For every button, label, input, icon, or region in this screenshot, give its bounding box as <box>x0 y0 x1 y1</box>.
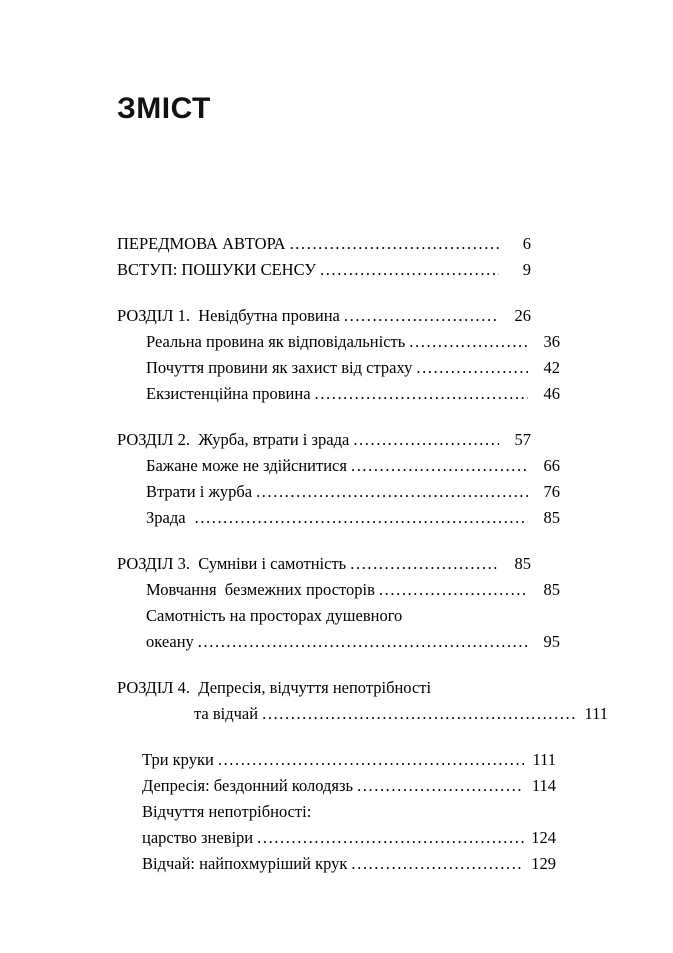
toc-entry[interactable] <box>194 701 608 727</box>
toc-dot-leader <box>344 303 499 329</box>
toc-group <box>117 551 560 655</box>
toc-entry[interactable] <box>117 427 531 453</box>
toc-entry-label: ПЕРЕДМОВА АВТОРА <box>117 234 286 253</box>
toc-dot-leader <box>262 701 576 727</box>
toc-dot-leader <box>351 453 528 479</box>
toc-dot-leader <box>379 577 528 603</box>
toc-entry-page-number: 76 <box>543 482 560 501</box>
toc-group <box>117 675 608 727</box>
toc-entry-label: Мовчання безмежних просторів <box>146 580 375 599</box>
toc-entry-page-number: 46 <box>543 384 560 403</box>
toc-dot-leader <box>357 773 524 799</box>
toc-dot-leader <box>218 747 524 773</box>
toc-entry-label: РОЗДІЛ 4. Депресія, відчуття непотрібності <box>117 678 432 697</box>
toc-entry-page-number: 111 <box>584 704 608 723</box>
toc-entry[interactable] <box>142 799 556 825</box>
toc-entry-label: Втрати і журба <box>146 482 253 501</box>
toc-entry-label: Бажане може не здійснитися <box>146 456 347 475</box>
toc-entry[interactable] <box>146 577 560 603</box>
toc-entry[interactable] <box>142 747 556 773</box>
table-of-contents <box>117 231 608 877</box>
toc-entry-page-number: 129 <box>531 854 556 873</box>
toc-dot-leader <box>315 381 528 407</box>
toc-entry-label: Відчуття непотрібності: <box>142 802 312 821</box>
toc-entry-page-number: 85 <box>543 580 560 599</box>
toc-entry-label: Відчай: найпохмуріший крук <box>142 854 348 873</box>
toc-group <box>117 231 531 283</box>
toc-entry-label: Три круки <box>142 750 214 769</box>
toc-entry-page-number: 114 <box>531 776 556 795</box>
toc-entry[interactable] <box>146 329 560 355</box>
toc-dot-leader <box>351 851 524 877</box>
toc-entry-page-number: 6 <box>522 234 531 253</box>
toc-dot-leader <box>409 329 528 355</box>
toc-dot-leader <box>198 629 528 655</box>
toc-entry-page-number: 85 <box>514 554 531 573</box>
toc-entry-label: Реальна провина як відповідальність <box>146 332 406 351</box>
toc-entry-label: РОЗДІЛ 3. Сумніви і самотність <box>117 554 347 573</box>
toc-entry-page-number: 42 <box>543 358 560 377</box>
toc-entry[interactable] <box>146 453 560 479</box>
toc-entry[interactable] <box>117 303 531 329</box>
toc-entry[interactable] <box>117 551 531 577</box>
toc-entry-label: ВСТУП: ПОШУКИ СЕНСУ <box>117 260 317 279</box>
toc-entry-label: Почуття провини як захист від страху <box>146 358 413 377</box>
toc-entry[interactable] <box>117 231 531 257</box>
toc-entry-label: РОЗДІЛ 1. Невідбутна провина <box>117 306 340 325</box>
toc-dot-leader <box>416 355 528 381</box>
toc-entry[interactable] <box>117 675 531 701</box>
toc-entry-page-number: 9 <box>522 260 531 279</box>
toc-group <box>117 427 560 531</box>
toc-entry[interactable] <box>146 603 560 629</box>
toc-entry-label: Депресія: бездонний колодязь <box>142 776 354 795</box>
toc-entry-label: та відчай <box>194 704 259 723</box>
toc-dot-leader <box>320 257 499 283</box>
toc-dot-leader <box>195 505 528 531</box>
toc-entry-label: РОЗДІЛ 2. Журба, втрати і зрада <box>117 430 350 449</box>
toc-group <box>117 303 560 407</box>
toc-entry-page-number: 95 <box>543 632 560 651</box>
toc-dot-leader <box>290 231 499 257</box>
toc-entry-page-number: 26 <box>514 306 531 325</box>
toc-entry-page-number: 66 <box>543 456 560 475</box>
toc-entry[interactable] <box>146 629 560 655</box>
toc-entry-label: Зрада <box>146 508 186 527</box>
toc-entry[interactable] <box>146 505 560 531</box>
toc-entry-label: Самотність на просторах душевного <box>146 606 403 625</box>
toc-entry[interactable] <box>142 773 556 799</box>
toc-entry[interactable] <box>117 257 531 283</box>
toc-entry-page-number: 36 <box>543 332 560 351</box>
page-title: ЗМІСТ <box>117 92 211 125</box>
toc-entry[interactable] <box>142 825 556 851</box>
toc-entry-page-number: 124 <box>531 828 556 847</box>
toc-dot-leader <box>256 479 528 505</box>
toc-entry[interactable] <box>146 479 560 505</box>
toc-entry-page-number: 111 <box>532 750 556 769</box>
toc-dot-leader <box>257 825 524 851</box>
toc-entry-page-number: 85 <box>543 508 560 527</box>
toc-dot-leader <box>350 551 499 577</box>
toc-group <box>117 747 556 877</box>
toc-entry-label: океану <box>146 632 194 651</box>
toc-entry-page-number: 57 <box>514 430 531 449</box>
toc-dot-leader <box>353 427 499 453</box>
toc-entry[interactable] <box>142 851 556 877</box>
toc-entry[interactable] <box>146 381 560 407</box>
toc-entry-label: царство зневіри <box>142 828 254 847</box>
toc-entry-label: Екзистенційна провина <box>146 384 311 403</box>
toc-entry[interactable] <box>146 355 560 381</box>
